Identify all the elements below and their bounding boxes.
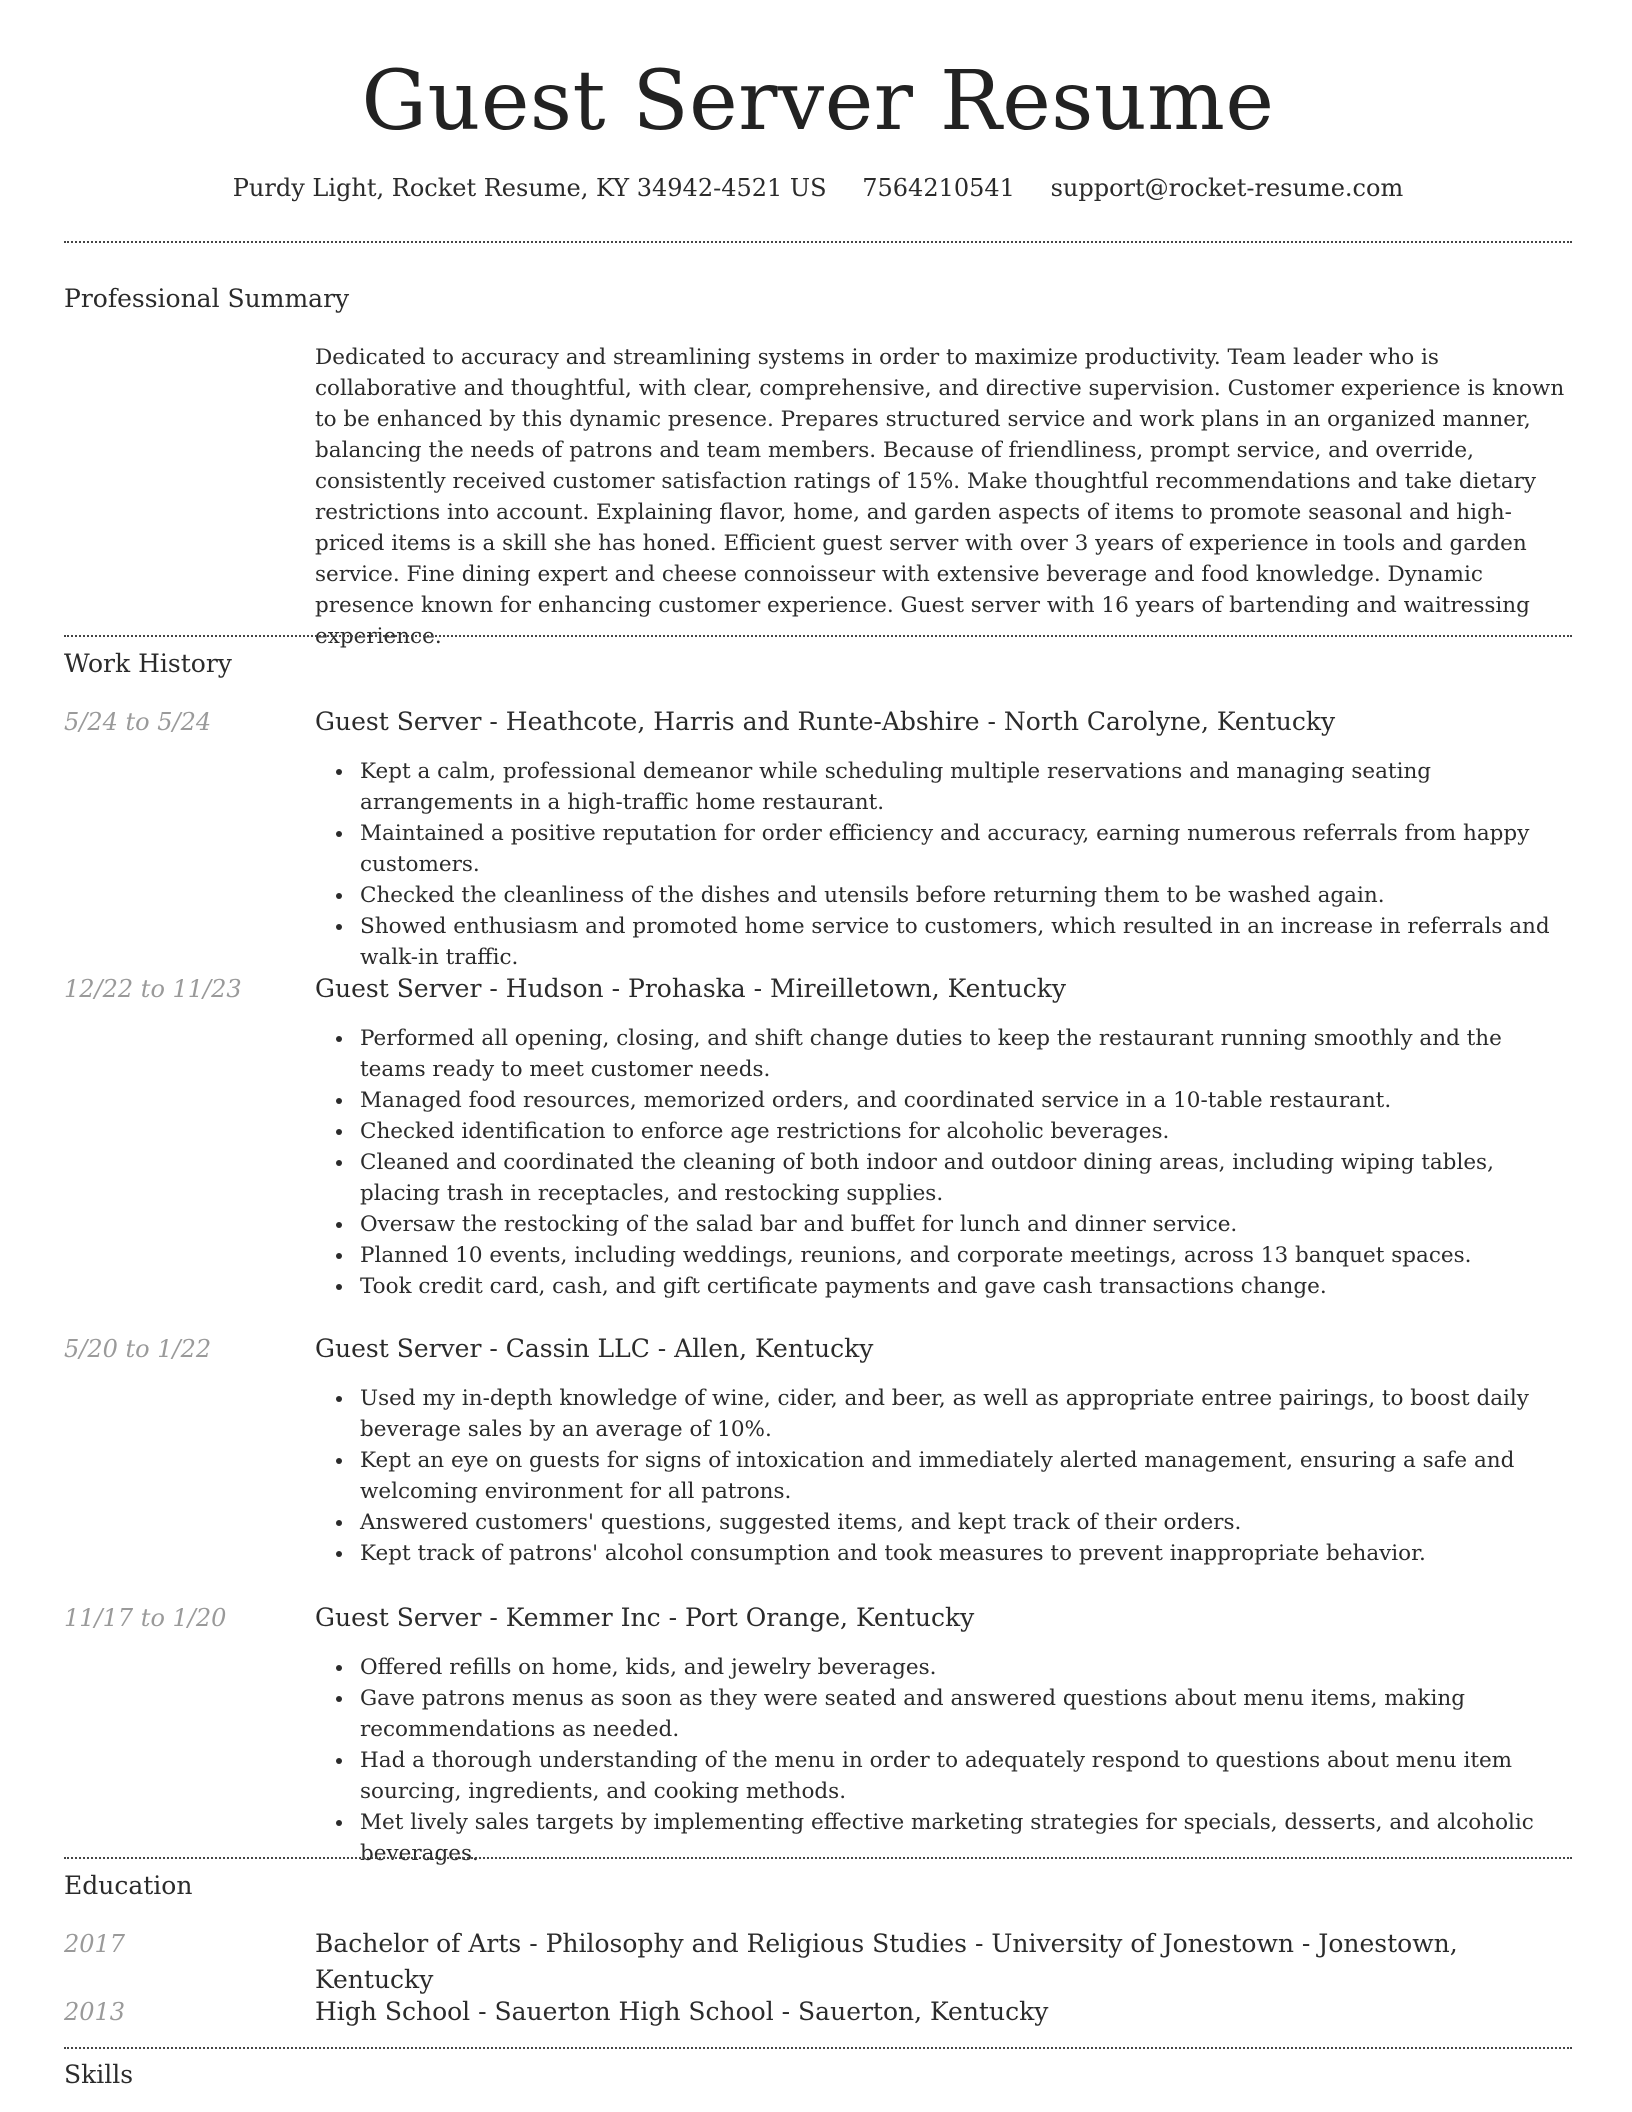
section-title-education: Education — [64, 1871, 193, 1900]
job-bullet: Maintained a positive reputation for order efficiency and accuracy, earning numerous referrals from happy customers. — [360, 818, 1572, 880]
resume-title: Guest Server Resume — [361, 54, 1275, 149]
summary-text: Dedicated to accuracy and streamlining systems in order to maximize productivity. Team leader who is collaborative and thoughtful, with clear, comprehensive, and directive supervision. Customer experience is known to be enhanced by this dynamic presence. Prepares structured service and work plans in an organized manner, balancing the needs of patrons and team members. Because of friendliness, prompt service, and override, consistently received customer satisfaction ratings of 15%. Make thoughtful recommendations and take dietary restrictions into account. Explaining flavor, home, and garden aspects of items to promote seasonal and high-priced items is a skill she has honed. Efficient guest server with over 3 years of experience in tools and garden service. Fine dining expert and cheese connoisseur with extensive beverage and food knowledge. Dynamic presence known for enhancing customer experience. Guest server with 16 years of bartending and waitressing experience. — [315, 345, 1565, 649]
job-bullet: Kept an eye on guests for signs of intoxication and immediately alerted management, ensuring a safe and welcoming environment for all patrons. — [360, 1445, 1572, 1507]
contact-email: support@rocket-resume.com — [1050, 174, 1404, 202]
job-bullets — [360, 756, 1572, 973]
divider — [64, 241, 1572, 243]
job-title: Guest Server - Cassin LLC - Allen, Kentucky — [315, 1334, 874, 1363]
job-date: 5/20 to 1/22 — [64, 1335, 212, 1363]
job-date: 12/22 to 11/23 — [64, 975, 242, 1003]
job-bullet: Answered customers' questions, suggested items, and kept track of their orders. — [360, 1507, 1572, 1538]
job-bullet: Performed all opening, closing, and shift change duties to keep the restaurant running smoothly and the teams ready to meet customer needs. — [360, 1023, 1572, 1085]
job-bullet: Kept a calm, professional demeanor while scheduling multiple reservations and managing seating arrangements in a high-traffic home restaurant. — [360, 756, 1572, 818]
job-date: 11/17 to 1/20 — [64, 1604, 227, 1632]
job-bullets — [360, 1383, 1572, 1569]
contact-phone: 7564210541 — [862, 174, 1015, 202]
divider — [64, 2047, 1572, 2049]
job-bullet: Gave patrons menus as soon as they were seated and answered questions about menu items, making recommendations as needed. — [360, 1683, 1572, 1745]
job-bullet: Cleaned and coordinated the cleaning of both indoor and outdoor dining areas, including wiping tables, placing trash in receptacles, and restocking supplies. — [360, 1147, 1572, 1209]
job-bullet: Showed enthusiasm and promoted home service to customers, which resulted in an increase in referrals and walk-in traffic. — [360, 911, 1572, 973]
job-bullet: Planned 10 events, including weddings, reunions, and corporate meetings, across 13 banquet spaces. — [360, 1240, 1572, 1271]
section-title-work-history: Work History — [64, 649, 232, 678]
job-title: Guest Server - Hudson - Prohaska - Mireilletown, Kentucky — [315, 974, 1066, 1003]
resume-page — [64, 0, 1572, 2112]
education-date: 2013 — [64, 1998, 126, 2026]
divider — [64, 1857, 1572, 1859]
job-title: Guest Server - Kemmer Inc - Port Orange, Kentucky — [315, 1603, 975, 1632]
education-title: High School - Sauerton High School - Sauerton, Kentucky — [315, 1997, 1049, 2026]
contact-address: Purdy Light, Rocket Resume, KY 34942-4521 US — [232, 174, 827, 202]
job-bullets — [360, 1652, 1572, 1869]
job-bullets — [360, 1023, 1572, 1302]
job-bullet: Met lively sales targets by implementing effective marketing strategies for specials, desserts, and alcoholic beverages. — [360, 1807, 1572, 1869]
section-title-summary: Professional Summary — [64, 284, 350, 313]
job-bullet: Offered refills on home, kids, and jewelry beverages. — [360, 1652, 1572, 1683]
job-bullet: Checked identification to enforce age restrictions for alcoholic beverages. — [360, 1116, 1572, 1147]
job-bullet: Managed food resources, memorized orders, and coordinated service in a 10-table restaurant. — [360, 1085, 1572, 1116]
job-title: Guest Server - Heathcote, Harris and Runte-Abshire - North Carolyne, Kentucky — [315, 707, 1336, 736]
job-bullet: Used my in-depth knowledge of wine, cider, and beer, as well as appropriate entree pairings, to boost daily beverage sales by an average of 10%. — [360, 1383, 1572, 1445]
job-bullet: Kept track of patrons' alcohol consumption and took measures to prevent inappropriate behavior. — [360, 1538, 1572, 1569]
education-date: 2017 — [64, 1930, 126, 1958]
job-bullet: Had a thorough understanding of the menu in order to adequately respond to questions about menu item sourcing, ingredients, and cooking methods. — [360, 1745, 1572, 1807]
job-bullet: Took credit card, cash, and gift certificate payments and gave cash transactions change. — [360, 1271, 1572, 1302]
job-bullet: Oversaw the restocking of the salad bar and buffet for lunch and dinner service. — [360, 1209, 1572, 1240]
divider — [64, 635, 1572, 637]
education-title: Bachelor of Arts - Philosophy and Religious Studies - University of Jonestown - Jonestown, Kentucky — [315, 1929, 1458, 1994]
job-bullet: Checked the cleanliness of the dishes and utensils before returning them to be washed again. — [360, 880, 1572, 911]
section-title-skills: Skills — [64, 2060, 134, 2089]
job-date: 5/24 to 5/24 — [64, 708, 212, 736]
contact-line — [64, 170, 1572, 206]
